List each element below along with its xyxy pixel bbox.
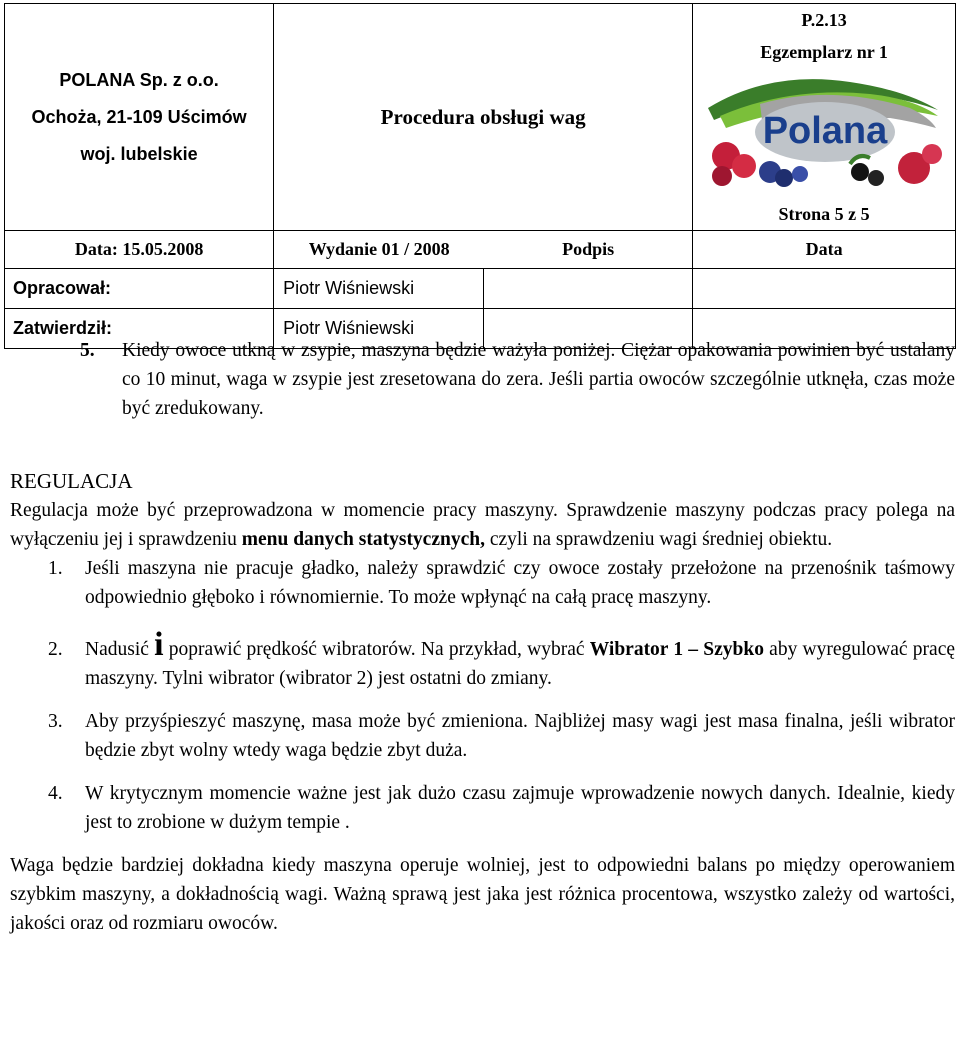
- edition: [274, 231, 693, 269]
- spacer: [10, 765, 955, 779]
- item-5-text: Kiedy owoce utkną w zsypie, maszyna będzie ważyła poniżej. Ciężar opakowania powinien być ustalany co 10 minut, waga w zsypie jest zresetowana do zera. Jeśli partia owoców szczególnie utknęła, czas może być zredukowany.: [122, 340, 955, 419]
- item-5-number: 5.: [80, 340, 95, 361]
- prepared-by: Piotr Wiśniewski: [283, 278, 415, 298]
- document-header: [4, 3, 956, 349]
- list-item-text: W krytycznym momencie ważne jest jak dużo czasu zajmuje wprowadzenie nowych danych. Idealnie, kiedy jest to zrobione w dużym tempie .: [85, 783, 955, 833]
- prepared-row: [274, 269, 693, 309]
- list-item-number: 2.: [48, 639, 63, 660]
- list-item-pre: Nadusić: [85, 639, 155, 660]
- regulation-text-1: Regulacja może być przeprowadzona w momencie pracy maszyny. Sprawdzenie maszyny podczas pracy polega na wyłączeniu jej i sprawdzeniu: [10, 500, 955, 550]
- spacer: [10, 612, 955, 635]
- list-item-number: 3.: [48, 711, 63, 732]
- section-title: REGULACJA: [10, 469, 133, 493]
- edition-number: Wydanie 01 / 2008: [308, 239, 450, 259]
- document-body: [10, 336, 955, 938]
- list-item-mid: poprawić prędkość wibratorów. Na przykład, wybrać: [163, 639, 590, 660]
- polana-logo: [693, 68, 955, 198]
- procedure-title: Procedura obsługi wag: [274, 4, 693, 231]
- list-item-bold: Wibrator 1 – Szybko: [589, 639, 764, 660]
- item-5: [10, 336, 955, 423]
- list-item-number: 1.: [48, 558, 63, 579]
- date-column-label: Data: [693, 231, 956, 269]
- issue-date: Data: 15.05.2008: [5, 231, 274, 269]
- list-item-text: Jeśli maszyna nie pracuje gładko, należy sprawdzić czy owoce zostały przełożone na przenośnik taśmowy odpowiednio głęboko i równomiernie. To może wpłynąć na całą pracę maszyny.: [85, 558, 955, 608]
- spacer: [10, 837, 955, 851]
- regulation-text-bold: menu danych statystycznych,: [241, 529, 485, 550]
- list-item-text: Aby przyśpieszyć maszynę, masa może być zmieniona. Najbliżej masy wagi jest masa finalna, jeśli wibrator będzie zbyt wolny wtedy waga będzie zbyt duża.: [85, 711, 955, 761]
- company-address: Ochoża, 21-109 Uścimów: [31, 106, 247, 127]
- procedure-meta: [693, 4, 956, 231]
- prepared-label: Opracował:: [5, 269, 274, 309]
- polana-logo-image: [700, 68, 948, 194]
- copy-number: Egzemplarz nr 1: [760, 42, 888, 62]
- list-item-post: aby wyregulować pracę maszyny. Tylni wibrator (wibrator 2) jest ostatni do zmiany.: [85, 639, 956, 689]
- regulation-paragraph: [10, 496, 955, 554]
- spacer: [10, 693, 955, 707]
- list-item: [48, 554, 955, 612]
- company-name: POLANA Sp. z o.o.: [59, 69, 219, 90]
- company-info: [5, 4, 274, 231]
- closing-paragraph: Waga będzie bardziej dokładna kiedy maszyna operuje wolniej, jest to odpowiedni balans po między operowaniem szybkim maszyny, a dokładnością wagi. Ważną sprawą jest jaka jest różnica procentowa, wszystko zależy od wartości, jakości oraz od rozmiaru owoców.: [10, 855, 955, 934]
- info-key-icon: i: [154, 626, 164, 663]
- list-item: [48, 626, 956, 693]
- approved-label: Zatwierdził:: [5, 309, 274, 349]
- company-region: woj. lubelskie: [80, 143, 198, 164]
- prepared-signature: [483, 269, 692, 308]
- prepared-date: [693, 269, 956, 309]
- procedure-code: P.2.13: [801, 10, 847, 30]
- approved-by: Piotr Wiśniewski: [283, 318, 415, 338]
- logo-wordmark: Polana: [762, 110, 888, 152]
- signature-label: Podpis: [562, 239, 615, 259]
- page-number: Strona 5 z 5: [778, 204, 870, 224]
- list-item: [48, 707, 955, 765]
- list-item: [48, 779, 955, 837]
- list-item-number: 4.: [48, 783, 63, 804]
- regulation-text-2: czyli na sprawdzeniu wagi średniej obiektu.: [484, 529, 833, 550]
